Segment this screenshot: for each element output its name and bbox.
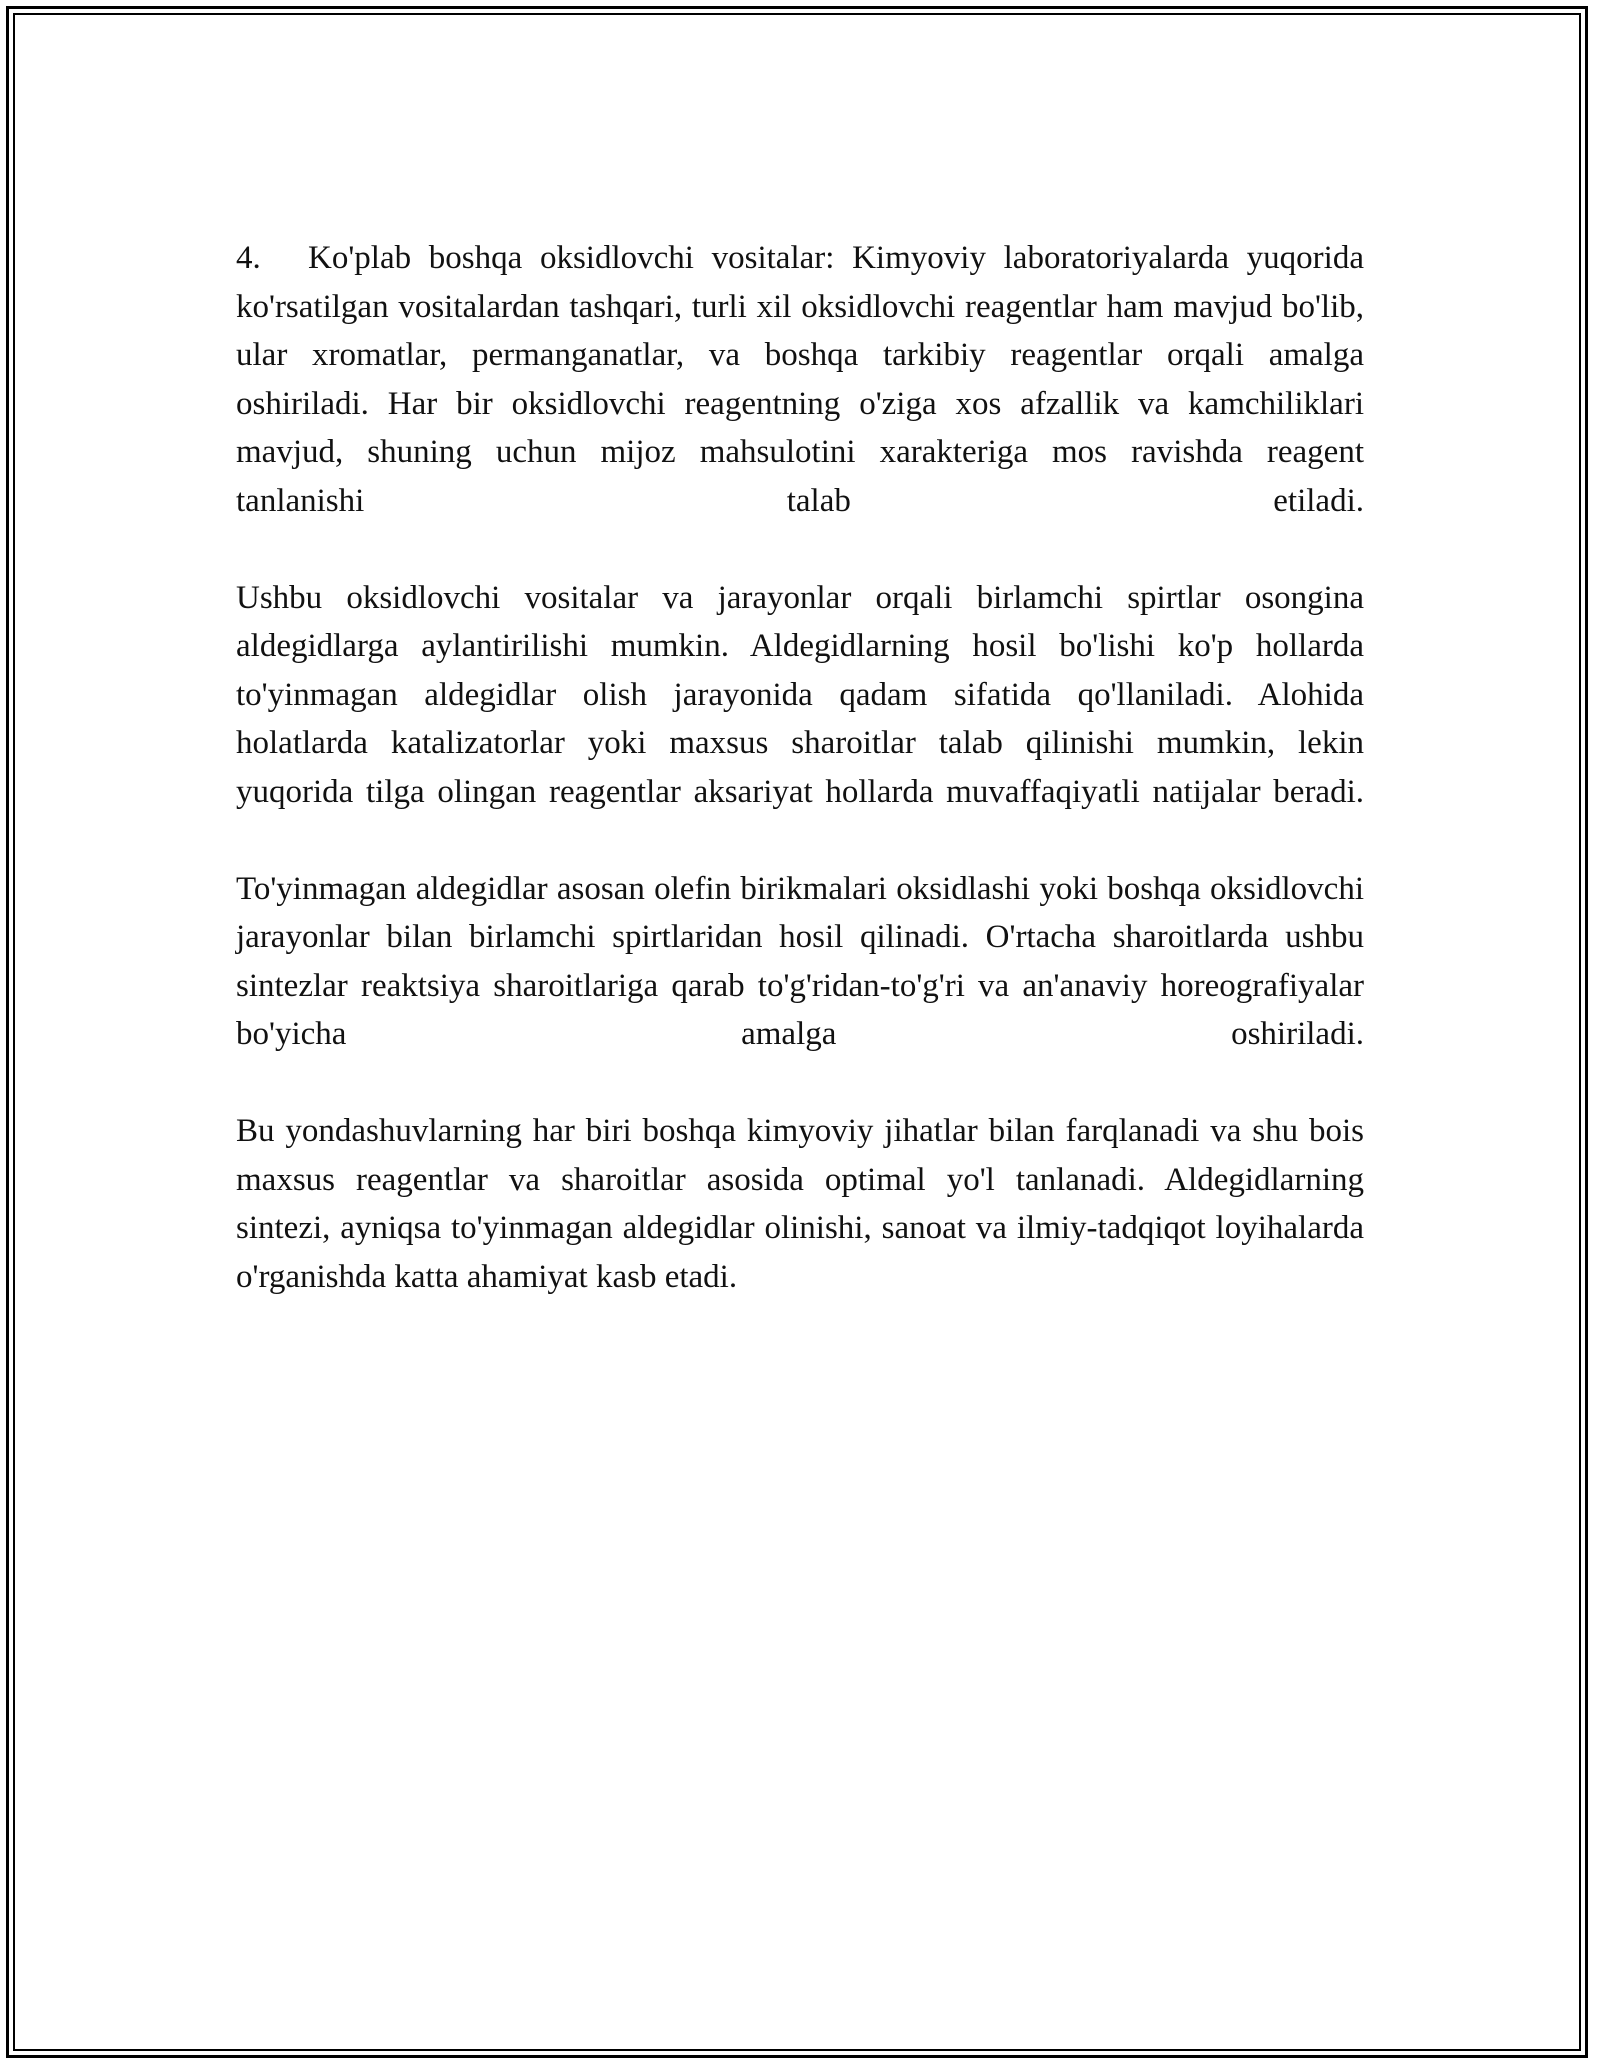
paragraph-unsaturated-aldehydes: To'yinmagan aldegidlar asosan olefin birikmalari oksidlashi yoki boshqa oksidlovchi jarayonlar bilan birlamchi spirtlaridan hosil qilinadi. O'rtacha sharoitlarda ushbu sintezlar reaktsiya sharoitlariga qarab to'g'ridan-to'g'ri va an'anaviy horeografiyalar bo'yicha amalga oshiriladi. (236, 870, 1364, 1052)
document-body (236, 234, 1364, 1301)
paragraph-conclusion: Bu yondashuvlarning har biri boshqa kimyoviy jihatlar bilan farqlanadi va shu bois maxsus reagentlar va sharoitlar asosida optimal yo'l tanlanadi. Aldegidlarning sintezi, ayniqsa to'yinmagan aldegidlar olinishi, sanoat va ilmiy-tadqiqot loyihalarda o'rganishda katta ahamiyat kasb etadi. (236, 1113, 1364, 1295)
paragraph-list-item-4 (236, 234, 1364, 525)
paragraph-text: Ko'plab boshqa oksidlovchi vositalar: Kimyoviy laboratoriyalarda yuqorida ko'rsatilgan vositalardan tashqari, turli xil oksidlovchi reagentlar ham mavjud bo'lib, ular xromatlar, permanganatlar, va boshqa tarkibiy reagentlar orqali amalga oshiriladi. Har bir oksidlovchi reagentning o'ziga xos afzallik va kamchiliklari mavjud, shuning uchun mijoz mahsulotini xarakteriga mos ravishda reagent tanlanishi talab etiladi. (236, 240, 1364, 519)
paragraph-oxidation-summary: Ushbu oksidlovchi vositalar va jarayonlar orqali birlamchi spirtlar osongina aldegidlarga aylantirilishi mumkin. Aldegidlarning hosil bo'lishi ko'p hollarda to'yinmagan aldegidlar olish jarayonida qadam sifatida qo'llaniladi. Alohida holatlarda katalizatorlar yoki maxsus sharoitlar talab qilinishi mumkin, lekin yuqorida tilga olingan reagentlar aksariyat hollarda muvaffaqiyatli natijalar beradi. (236, 579, 1364, 810)
list-number: 4. (236, 240, 261, 276)
